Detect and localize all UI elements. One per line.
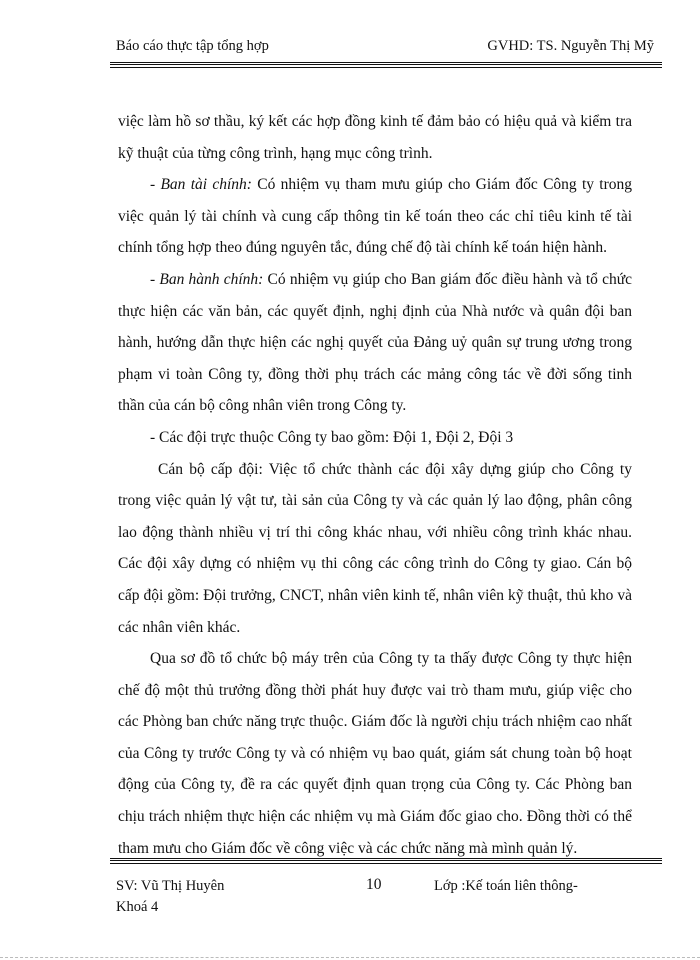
student-course: Khoá 4: [116, 899, 159, 915]
footer-rule-thin: [110, 863, 662, 864]
student-name: SV: Vũ Thị Huyên: [116, 878, 225, 894]
report-title: Báo cáo thực tập tổng hợp: [116, 38, 269, 54]
paragraph-admin: [118, 264, 632, 422]
paragraph-1: việc làm hồ sơ thầu, ký kết các hợp đồng kinh tế đảm bảo có hiệu quả và kiểm tra kỹ thuật của từng công trình, hạng mục công trình.: [118, 113, 632, 162]
admin-text: Có nhiệm vụ giúp cho Ban giám đốc điều hành và tổ chức thực hiện các văn bản, các quyết định, nghị định của Nhà nước và quân đội ban hành, hướng dẫn thực hiện các nghị quyết của Đảng uỷ quân sự trung ương trong phạm vi toàn Công ty, đồng thời phụ trách các mảng công tác về đời sống tinh thần của cán bộ công nhân viên trong Công ty.: [118, 270, 632, 415]
header-rule-thin: [110, 67, 662, 68]
header-rule: [110, 62, 662, 65]
admin-label: - Ban hành chính:: [150, 270, 264, 288]
page-number: 10: [366, 876, 382, 893]
paragraph-summary: Qua sơ đồ tổ chức bộ máy trên của Công ty ta thấy được Công ty thực hiện chế độ một thủ trưởng đồng thời phát huy được vai trò tham mưu, giúp việc cho các Phòng ban chức năng trực thuộc. Giám đốc là người chịu trách nhiệm cao nhất của Công ty trước Công ty và có nhiệm vụ bao quát, giám sát chung toàn bộ hoạt động của Công ty, đề ra các quyết định quan trọng của Công ty. Các Phòng ban chịu trách nhiệm thực hiện các nhiệm vụ mà Giám đốc giao cho. Đồng thời có thể tham mưu cho Giám đốc về công việc và các chức năng mà mình quản lý.: [118, 650, 632, 857]
page-body: [118, 106, 632, 864]
class-name: Lớp :Kế toán liên thông-: [434, 878, 578, 894]
paragraph-team-staff: Cán bộ cấp đội: Việc tổ chức thành các đội xây dựng giúp cho Công ty trong việc quản lý vật tư, tài sản của Công ty và các quản lý lao động, phân công lao động thành nhiều vị trí thi công khác nhau, với nhiều công trình khác nhau. Các đội xây dựng có nhiệm vụ thi công các công trình do Công ty giao. Cán bộ cấp đội gồm: Đội trưởng, CNCT, nhân viên kinh tế, nhân viên kỹ thuật, thủ kho và các nhân viên khác.: [118, 460, 632, 636]
paragraph-finance: [118, 169, 632, 264]
footer-rule: [110, 858, 662, 861]
finance-label: - Ban tài chính:: [150, 176, 252, 194]
advisor-name: GVHD: TS. Nguyễn Thị Mỹ: [487, 38, 654, 54]
finance-text: Có nhiệm vụ tham mưu giúp cho Giám đốc Công ty trong việc quản lý tài chính và cung cấp thông tin kế toán theo các chỉ tiêu kinh tế tài chính tổng hợp theo đúng nguyên tắc, đúng chế độ tài chính kế toán hiện hành.: [118, 176, 632, 257]
paragraph-teams: - Các đội trực thuộc Công ty bao gồm: Đội 1, Đội 2, Đội 3: [150, 428, 514, 446]
page-edge: [0, 957, 700, 958]
